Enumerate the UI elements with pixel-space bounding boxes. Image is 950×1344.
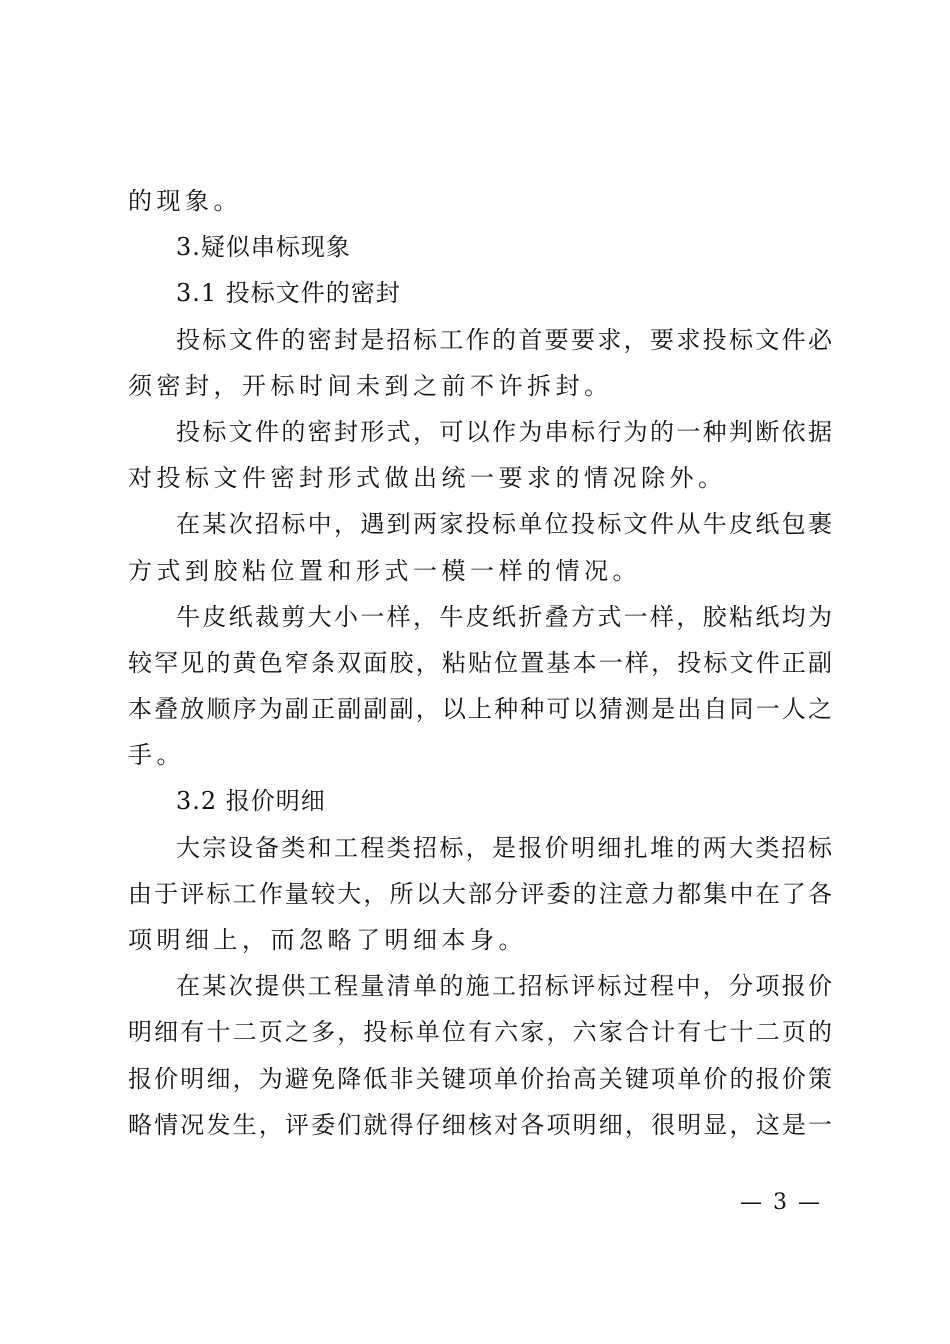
text-line: 牛皮纸裁剪大小一样，牛皮纸折叠方式一样，胶粘纸均为 bbox=[176, 602, 832, 631]
text-line: 报价明细，为避免降低非关键项单价抬高关键项单价的报价策 bbox=[128, 1064, 832, 1093]
text-line: 须密封，开标时间未到之前不许拆封。 bbox=[128, 371, 613, 400]
text-line: 本叠放顺序为副正副副副，以上种种可以猜测是出自同一人之 bbox=[128, 695, 832, 724]
text-line: 手。 bbox=[128, 741, 185, 770]
text-line: 的现象。 bbox=[128, 187, 242, 215]
text-line: 明细有十二页之多，投标单位有六家，六家合计有七十二页的 bbox=[128, 1018, 832, 1047]
text-line: 较罕见的黄色窄条双面胶，粘贴位置基本一样，投标文件正副 bbox=[128, 648, 832, 677]
text-line: 由于评标工作量较大，所以大部分评委的注意力都集中在了各 bbox=[128, 879, 832, 908]
subsection-heading: 3.1 投标文件的密封 bbox=[176, 279, 401, 308]
page-number: — 3 — bbox=[740, 1190, 822, 1215]
text-line: 略情况发生，评委们就得仔细核对各项明细，很明显，这是一 bbox=[128, 1110, 832, 1139]
text-line: 在某次招标中，遇到两家投标单位投标文件从牛皮纸包裹 bbox=[176, 510, 832, 539]
section-heading: 3.疑似串标现象 bbox=[176, 233, 351, 262]
body-text bbox=[128, 178, 832, 1148]
subsection-heading: 3.2 报价明细 bbox=[176, 787, 326, 816]
text-line: 投标文件的密封是招标工作的首要要求，要求投标文件必 bbox=[176, 325, 832, 354]
text-line: 项明细上，而忽略了明细本身。 bbox=[128, 926, 527, 954]
text-line: 投标文件的密封形式，可以作为串标行为的一种判断依据 bbox=[176, 417, 832, 446]
text-line: 对投标文件密封形式做出统一要求的情况除外。 bbox=[128, 464, 727, 493]
text-line: 方式到胶粘位置和形式一模一样的情况。 bbox=[128, 556, 641, 585]
text-line: 大宗设备类和工程类招标，是报价明细扎堆的两大类招标 bbox=[176, 833, 832, 862]
text-line: 在某次提供工程量清单的施工招标评标过程中，分项报价 bbox=[176, 972, 832, 1001]
